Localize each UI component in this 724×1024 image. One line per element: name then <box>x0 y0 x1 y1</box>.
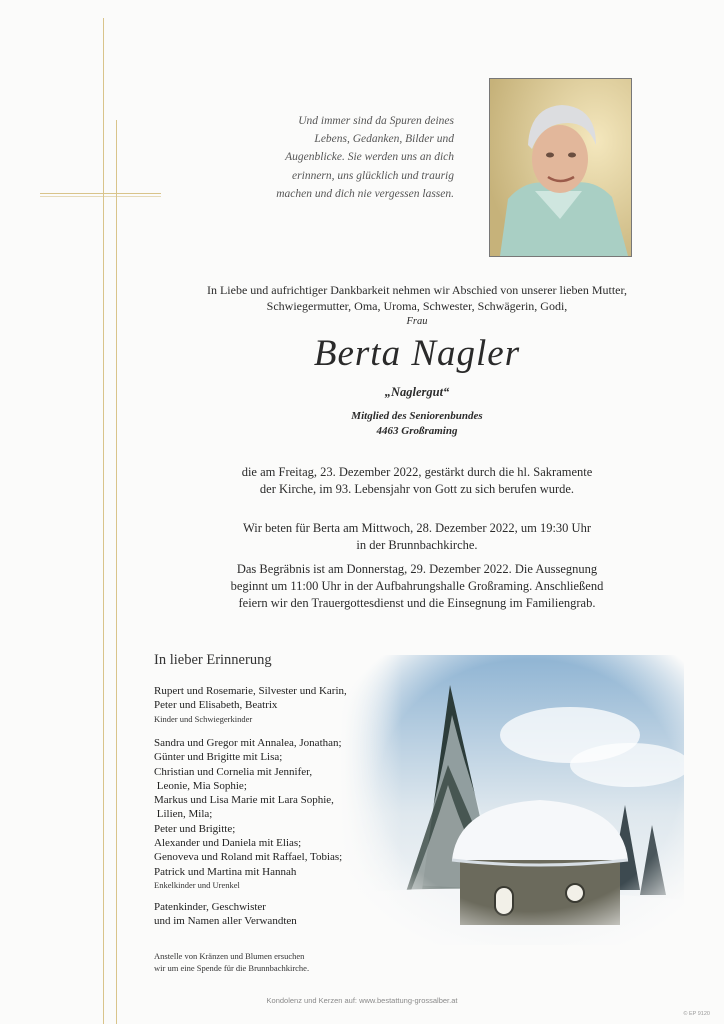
list-label: Kinder und Schwiegerkinder <box>154 713 253 724</box>
list-item: Patenkinder, Geschwister <box>154 901 266 913</box>
document-code: © EP 9120 <box>683 1011 710 1017</box>
funeral-notice <box>150 561 684 612</box>
memorial-poem <box>254 112 454 203</box>
list-item: Rupert und Rosemarie, Silvester und Karin, <box>154 685 347 697</box>
list-item: Peter und Brigitte; <box>154 822 236 835</box>
children-list <box>154 684 347 725</box>
deceased-name: Berta Nagler <box>313 333 521 374</box>
memory-title: In lieber Erinnerung <box>154 652 272 668</box>
funeral-line: Das Begräbnis ist am Donnerstag, 29. Dezember 2022. Die Aussegnung <box>236 562 598 576</box>
list-item: Christian und Cornelia mit Jennifer, <box>154 765 313 778</box>
intro-title: Frau <box>406 316 428 327</box>
list-item: Sandra und Gregor mit Annalea, Jonathan; <box>154 737 342 749</box>
prayer-line: Wir beten für Berta am Mittwoch, 28. Dezember 2022, um 19:30 Uhr <box>242 521 592 535</box>
list-item: und im Namen aller Verwandten <box>154 915 297 928</box>
cross-horizontal-line-2 <box>40 196 161 197</box>
list-item: Markus und Lisa Marie mit Lara Sophie, <box>154 794 334 807</box>
cross-vertical-line <box>116 120 117 1024</box>
poem-line: Augenblicke. Sie werden uns an dich <box>285 151 454 164</box>
intro-line: Schwiegermutter, Oma, Uroma, Schwester, Schwägerin, Godi, <box>266 299 568 313</box>
list-label: Enkelkinder und Urenkel <box>154 879 240 890</box>
list-item: Lilien, Mila; <box>154 808 213 821</box>
list-item: Genoveva und Roland mit Raffael, Tobias; <box>154 851 343 864</box>
poem-line: Und immer sind da Spuren deines <box>298 115 454 127</box>
cross-horizontal-line <box>40 193 161 194</box>
death-notice <box>150 464 684 498</box>
poem-line: erinnern, uns glücklich und traurig <box>292 169 454 182</box>
poem-line: machen und dich nie vergessen lassen. <box>276 187 454 200</box>
list-item: Alexander und Daniela mit Elias; <box>154 837 302 850</box>
intro-line: In Liebe und aufrichtiger Dankbarkeit nehmen wir Abschied von unserer lieben Mutter, <box>206 283 628 297</box>
deceased-nickname: „Naglergut“ <box>384 385 450 399</box>
list-item: Leonie, Mia Sophie; <box>154 779 247 792</box>
death-notice-line: der Kirche, im 93. Lebensjahr von Gott zu sich berufen wurde. <box>259 482 575 496</box>
intro-text <box>150 282 684 330</box>
location: 4463 Großraming <box>376 425 458 437</box>
death-notice-line: die am Freitag, 23. Dezember 2022, gestärkt durch die hl. Sakramente <box>241 465 593 479</box>
funeral-line: feiern wir den Trauergottesdienst und die Einsegnung im Familiengrab. <box>238 596 596 610</box>
request-line: wir um eine Spende für die Brunnbachkirche. <box>154 963 310 973</box>
funeral-line: beginnt um 11:00 Uhr in der Aufbahrungshalle Großraming. Anschließend <box>230 579 604 593</box>
winter-chapel-image <box>340 655 684 945</box>
list-item: Günter und Brigitte mit Lisa; <box>154 751 283 764</box>
prayer-line: in der Brunnbachkirche. <box>356 538 478 552</box>
prayer-notice <box>150 520 684 554</box>
portrait-photo <box>489 78 632 257</box>
others-list <box>154 900 297 929</box>
footer-text: Kondolenz und Kerzen auf: www.bestattung-grossalber.at <box>266 996 458 1005</box>
membership: Mitglied des Seniorenbundes <box>351 410 483 422</box>
grandchildren-list <box>154 736 342 891</box>
list-item: Peter und Elisabeth, Beatrix <box>154 699 278 712</box>
deceased-details <box>150 409 684 439</box>
gold-border-line <box>103 18 104 1024</box>
donation-request <box>154 950 309 974</box>
poem-line: Lebens, Gedanken, Bilder und <box>314 133 454 146</box>
request-line: Anstelle von Kränzen und Blumen ersuchen <box>154 951 305 961</box>
portrait-image <box>490 79 631 256</box>
list-item: Patrick und Martina mit Hannah <box>154 865 297 878</box>
